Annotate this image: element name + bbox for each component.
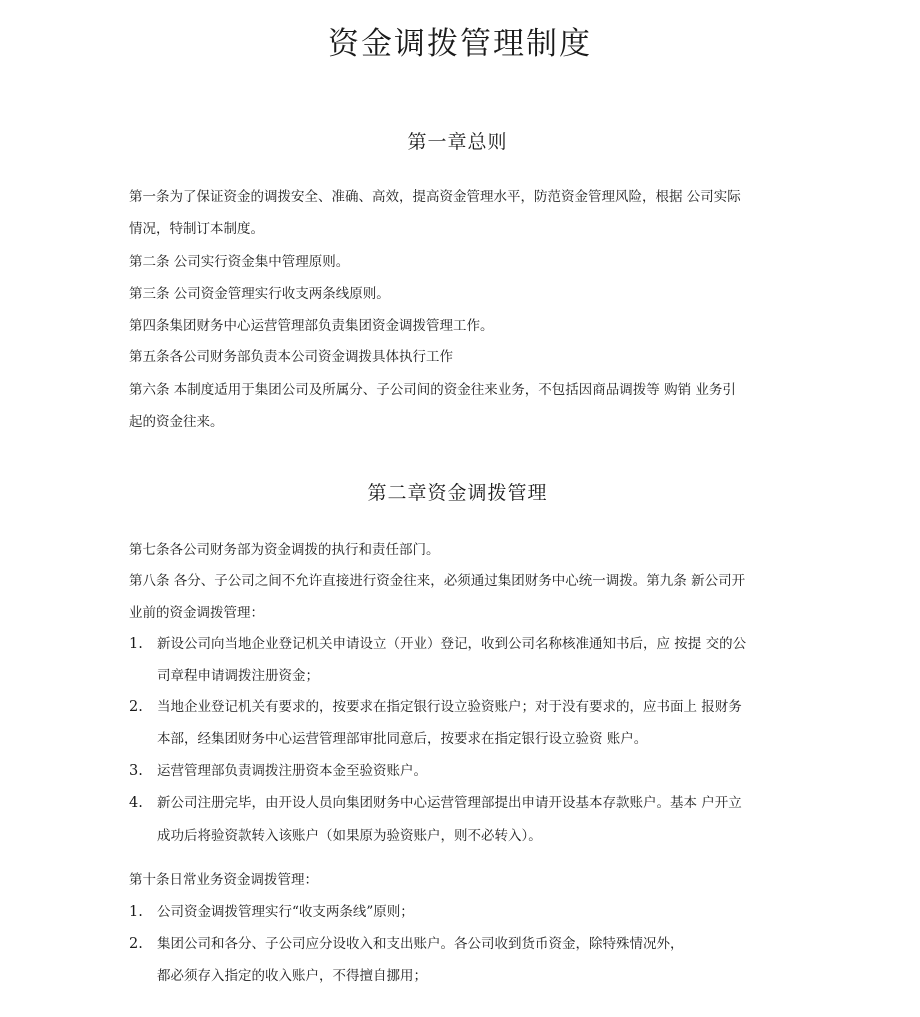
paragraph-line: 第五条各公司财务部负责本公司资金调拨具体执行工作: [129, 349, 453, 365]
list-item-text: 司章程申请调拨注册资金；: [157, 668, 319, 684]
list-item-number: 1.: [129, 904, 143, 920]
list-item-text: 集团公司和各分、子公司应分设收入和支出账户。各公司收到货币资金，除特殊情况外，: [157, 936, 684, 952]
paragraph-line: 第三条 公司资金管理实行收支两条线原则。: [129, 286, 390, 302]
list-item-number: 2.: [129, 936, 143, 952]
paragraph-line: 第二条 公司实行资金集中管理原则。: [129, 254, 350, 270]
paragraph-line: 第十条日常业务资金调拨管理：: [129, 872, 318, 888]
list-item-text: 都必须存入指定的收入账户，不得擅自挪用；: [157, 968, 427, 984]
list-item-text: 运营管理部负责调拨注册资本金至验资账户。: [157, 763, 427, 779]
list-item-text: 公司资金调拨管理实行“收支两条线”原则；: [157, 904, 414, 920]
paragraph-line: 情况，特制订本制度。: [129, 221, 264, 237]
list-item-number: 1.: [129, 636, 143, 652]
document-title: 资金调拨管理制度: [328, 26, 592, 62]
list-item-number: 3.: [129, 763, 143, 779]
list-item-number: 4.: [129, 795, 143, 811]
paragraph-line: 第八条 各分、子公司之间不允许直接进行资金往来，必须通过集团财务中心统一调拨。第九条 新公司开: [129, 573, 746, 589]
paragraph-line: 第七条各公司财务部为资金调拨的执行和责任部门。: [129, 542, 440, 558]
chapter-2-heading: 第二章资金调拨管理: [367, 482, 548, 504]
list-item-text: 本部，经集团财务中心运营管理部审批同意后，按要求在指定银行设立验资 账户。: [157, 731, 648, 747]
paragraph-line: 起的资金往来。: [129, 414, 224, 430]
paragraph-line: 第一条为了保证资金的调拨安全、准确、高效，提高资金管理水平，防范资金管理风险，根据 公司实际: [129, 189, 741, 205]
paragraph-line: 第六条 本制度适用于集团公司及所属分、子公司间的资金往来业务，不包括因商品调拨等 购销 业务引: [129, 382, 736, 398]
list-item-text: 新设公司向当地企业登记机关申请设立（开业）登记，收到公司名称核准通知书后，应 按提 交的公: [157, 636, 747, 652]
chapter-1-heading: 第一章总则: [407, 131, 508, 153]
paragraph-line: 业前的资金调拨管理：: [129, 605, 264, 621]
paragraph-line: 第四条集团财务中心运营管理部负责集团资金调拨管理工作。: [129, 318, 494, 334]
list-item-text: 当地企业登记机关有要求的，按要求在指定银行设立验资账户；对于没有要求的，应书面上 报财务: [157, 699, 742, 715]
list-item-text: 成功后将验资款转入该账户（如果原为验资账户，则不必转入）。: [157, 828, 542, 844]
list-item-text: 新公司注册完毕，由开设人员向集团财务中心运营管理部提出申请开设基本存款账户。基本 户开立: [157, 795, 742, 811]
list-item-number: 2.: [129, 699, 143, 715]
